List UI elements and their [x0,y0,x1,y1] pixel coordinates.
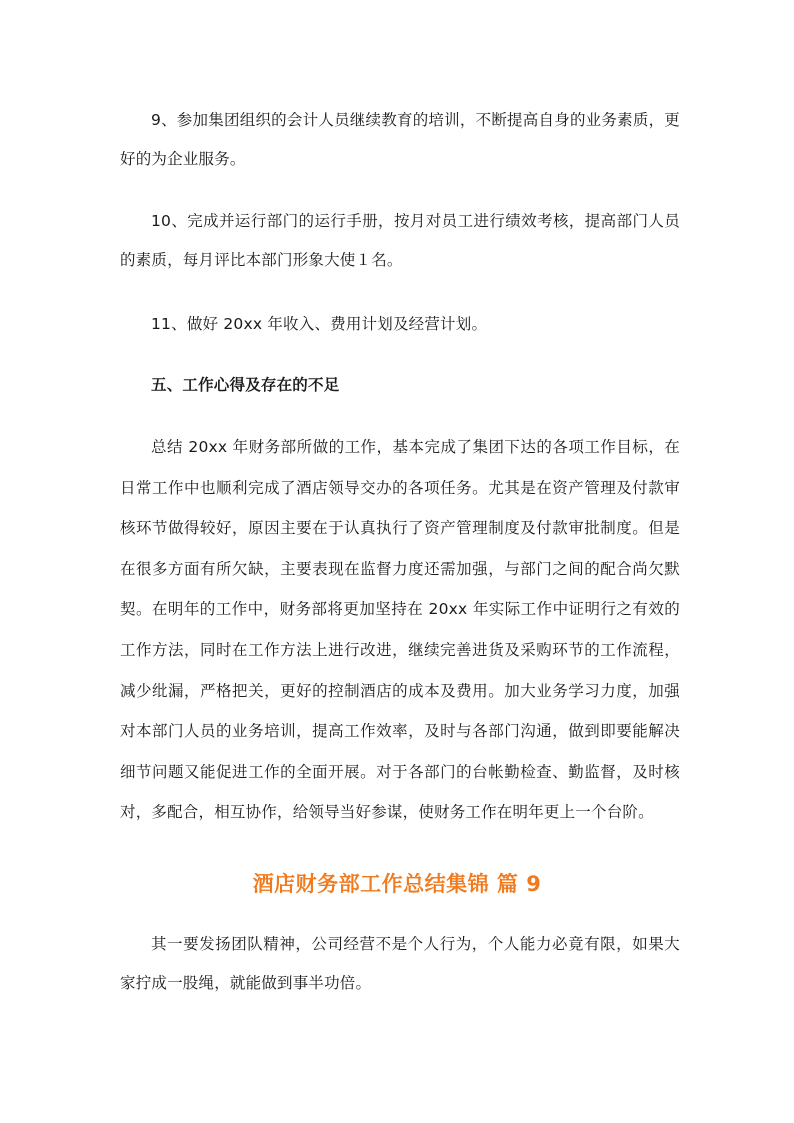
list-item-10: 10、完成并运行部门的运行手册，按月对员工进行绩效考核，提高部门人员的素质，每月评比本部门形象大使１名。 [120,212,680,269]
article-title: 酒店财务部工作总结集锦 篇 9 [252,872,542,896]
section-heading: 五、工作心得及存在的不足 [151,376,340,394]
summary-paragraph: 总结 20xx 年财务部所做的工作，基本完成了集团下达的各项工作目标，在日常工作中也顺利完成了酒店领导交办的各项任务。尤其是在资产管理及付款审核环节做得较好，原因主要在于认真执行了资产管理制度及付款审批制度。但是在很多方面有所欠缺，主要表现在监督力度还需加强，与部门之间的配合尚欠默契。在明年的工作中，财务部将更加坚持在 20xx 年实际工作中证明行之有效的工作方法，同时在工作方法上进行改进，继续完善进货及采购环节的工作流程，减少纰漏，严格把关，更好的控制酒店的成本及费用。加大业务学习力度，加强对本部门人员的业务培训，提高工作效率，及时与各部门沟通，做到即要能解决细节问题又能促进工作的全面开展。对于各部门的台帐勤检查、勤监督，及时核对，多配合，相互协作，给领导当好参谋，使财务工作在明年更上一个台阶。 [120,438,680,822]
team-paragraph: 其一要发扬团队精神，公司经营不是个人行为，个人能力必竟有限，如果大家拧成一股绳，就能做到事半功倍。 [120,935,680,992]
list-item-9: 9、参加集团组织的会计人员继续教育的培训，不断提高自身的业务素质，更好的为企业服务。 [120,111,680,168]
list-item-11: 11、做好 20xx 年收入、费用计划及经营计划。 [151,315,488,333]
